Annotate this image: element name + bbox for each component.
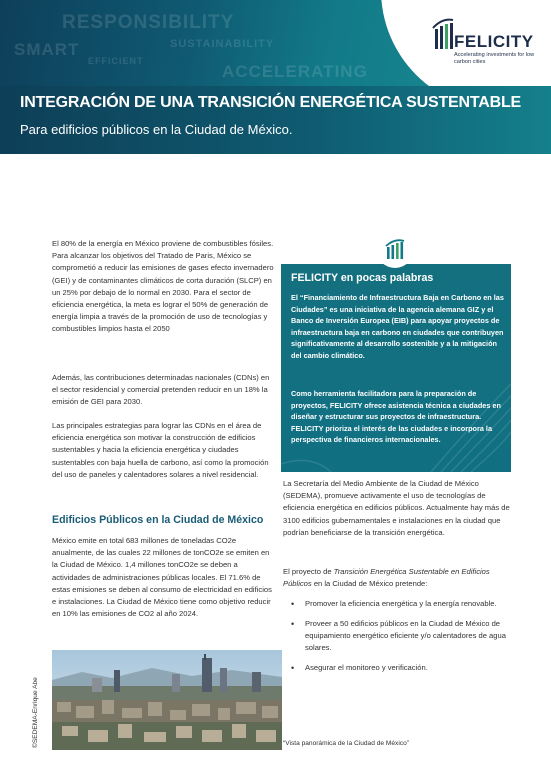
left-paragraph-2: Además, las contribuciones determinadas nacionales (CDNs) en el sector residencial y comercial pretenden reducir en un 18% la emisión de GEI para 2030. — [52, 373, 270, 407]
logo-tagline: Accelerating investments for low carbon cities — [454, 52, 535, 65]
watermark-word: SMART — [14, 40, 80, 59]
callout-paragraph-2: Como herramienta facilitadora para la preparación de proyectos, FELICITY ofrece asistencia técnica a ciudades en diseñar y estructurar sus proyectos de infraestructura. FELICITY prioriza el interés de las ciudades e incorpora la perspectiva de financieros internacionales. — [291, 389, 501, 445]
logo-wordmark: FELICITY — [454, 32, 534, 51]
right-paragraph-2 — [283, 566, 511, 590]
city-panorama-photo — [52, 650, 282, 750]
right-paragraph-2-prefix: El proyecto de — [283, 567, 334, 576]
right-paragraph-2-suffix: en la Ciudad de México pretende: — [311, 579, 428, 589]
photo-caption: “Vista panorámica de la Ciudad de México” — [283, 740, 409, 747]
right-paragraph-1: La Secretaría del Medio Ambiente de la Ciudad de México (SEDEMA), promueve activamente el uso de tecnologías de eficiencia energética en edificios públicos. Actualmente hay más de 3100 edificios gubernamentales e instalaciones en la ciudad que podrían beneficiarse de la transición energética. — [283, 479, 510, 537]
left-paragraph-4: México emite en total 683 millones de toneladas CO2e anualmente, de las cuales 22 millones de tonCO2e se emiten en la Ciudad de México. 1,4 millones tonCO2e se deben a actividades de administraciones públicas locales. El 71.6% de estas emisiones se deben al consumo de electricidad en edificios e instalaciones. La Ciudad de México tiene como objetivo reducir en 10% las emisiones de CO2 al año 2024. — [52, 536, 272, 619]
photo-credit: ©SEDEMA-Enrique Abe — [32, 677, 39, 748]
list-item: • Promover la eficiencia energética y la energía renovable. — [283, 598, 511, 610]
list-item: • Proveer a 50 edificios públicos en la Ciudad de México de equipamiento energético eficiente y/o calentadores de agua solares. — [283, 618, 511, 654]
callout-paragraph-1: El “Financiamiento de Infraestructura Baja en Carbono en las Ciudades” es una iniciativa de la agencia alemana GIZ y el Banco de Inversión Europea (EIB) para apoyar proyectos de infraestructura baja en carbono en ciudades que contribuyen significativamente al desarrollo sostenible y a la mitigación del cambio climático. — [291, 293, 504, 360]
goals-list — [283, 598, 511, 682]
section-heading: Edificios Públicos en la Ciudad de México — [52, 514, 264, 526]
callout-badge — [376, 230, 414, 268]
left-paragraph-1: El 80% de la energía en México proviene de combustibles fósiles. Para alcanzar los objetivos del Tratado de Paris, México se comprometió a reducir las emisiones de gases efecto invernadero (GEI) y de contaminantes climáticos de corta duración (SLCP) en un 25% por debajo de lo normal en 2030. Para el sector de eficiencia energética, la meta es lograr el 50% de generación de energía limpia a través de la promoción de uso de tecnologías y combustibles limpios hasta el 2050 — [52, 239, 274, 334]
felicity-logo-icon — [432, 16, 454, 50]
felicity-logo — [432, 16, 542, 65]
title-band — [0, 86, 551, 154]
watermark-word: RESPONSIBILITY — [62, 12, 235, 33]
callout-title: FELICITY en pocas palabras — [291, 272, 434, 284]
watermark-word: EFFICIENT — [88, 56, 144, 66]
page-title: INTEGRACIÓN DE UNA TRANSICIÓN ENERGÉTICA SUSTENTABLE — [20, 94, 522, 111]
watermark-word: ACCELERATING — [222, 62, 368, 81]
page-subtitle: Para edificios públicos en la Ciudad de México. — [20, 122, 293, 137]
felicity-mark-icon — [376, 230, 414, 268]
list-item: • Asegurar el monitoreo y verificación. — [283, 662, 511, 674]
watermark-word: SUSTAINABILITY — [170, 38, 275, 50]
felicity-callout-box — [281, 230, 511, 472]
project-name: Transición Energética Sustentable en Edificios Públicos — [283, 567, 490, 589]
left-paragraph-3: Las principales estrategias para lograr las CDNs en el área de eficiencia energética son motivar la construcción de edificios sustentables y hacia la eficiencia energética y ciudades sustentables con baja huella de carbono, así como la promoción del uso de paneles y calentadores solares a nivel residencial. — [52, 421, 269, 479]
